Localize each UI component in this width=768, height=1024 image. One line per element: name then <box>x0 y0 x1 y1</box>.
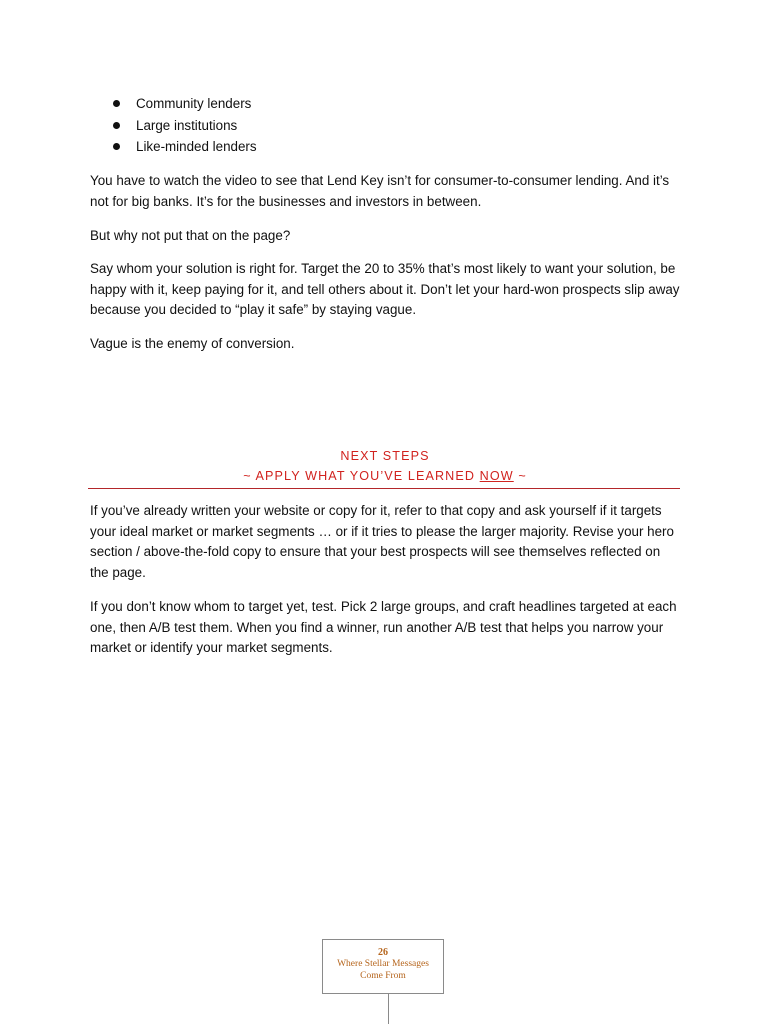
page-number: 26 <box>378 947 388 958</box>
paragraph-lendkey-audience: You have to watch the video to see that Lend Key isn’t for consumer-to-consumer lending. And it’s not for big banks. It’s for the businesses and investors in between. <box>90 173 670 209</box>
subheading-emphasis: NOW <box>479 469 514 483</box>
list-item-text: Like-minded lenders <box>136 139 257 155</box>
list-item-text: Community lenders <box>136 96 252 111</box>
footer-book-title: Where Stellar Messages Come From <box>337 959 429 981</box>
paragraph-target-advice: Say whom your solution is right for. Target the 20 to 35% that’s most likely to want your solution, be happy with it, keep paying for it, and tell others about it. Don’t let your hard-won prospects slip away because you decided to “play it safe” by staying vague. <box>90 261 680 317</box>
subheading-suffix: ~ <box>513 469 527 483</box>
list-item <box>90 136 257 158</box>
next-steps-heading: NEXT STEPS <box>340 449 430 463</box>
paragraph-question: But why not put that on the page? <box>90 228 291 243</box>
paragraph-revise-copy: If you’ve already written your website or copy for it, refer to that copy and ask yourself if it targets your ideal market or market segments … or if it tries to please the larger majority. Revise your hero section / above-the-fold copy to ensure that your best prospects will see themselves reflected on the page. <box>90 503 674 580</box>
bullet-icon <box>113 143 120 150</box>
section-divider <box>88 488 680 489</box>
paragraph-ab-test: If you don’t know whom to target yet, test. Pick 2 large groups, and craft headlines targeted at each one, then A/B test them. When you find a winner, run another A/B test that helps you narrow your market or identify your market segments. <box>90 599 677 655</box>
page-footer <box>322 939 444 994</box>
footer-connector-line <box>388 994 389 1024</box>
list-item <box>90 115 257 137</box>
next-steps-subheading <box>90 466 680 486</box>
paragraph-vague-conclusion: Vague is the enemy of conversion. <box>90 336 295 351</box>
list-item <box>90 93 257 115</box>
bullet-icon <box>113 122 120 129</box>
subheading-prefix: ~ APPLY WHAT YOU’VE LEARNED <box>243 469 480 483</box>
lender-type-list <box>90 93 257 158</box>
list-item-text: Large institutions <box>136 117 238 133</box>
bullet-icon <box>113 100 120 107</box>
